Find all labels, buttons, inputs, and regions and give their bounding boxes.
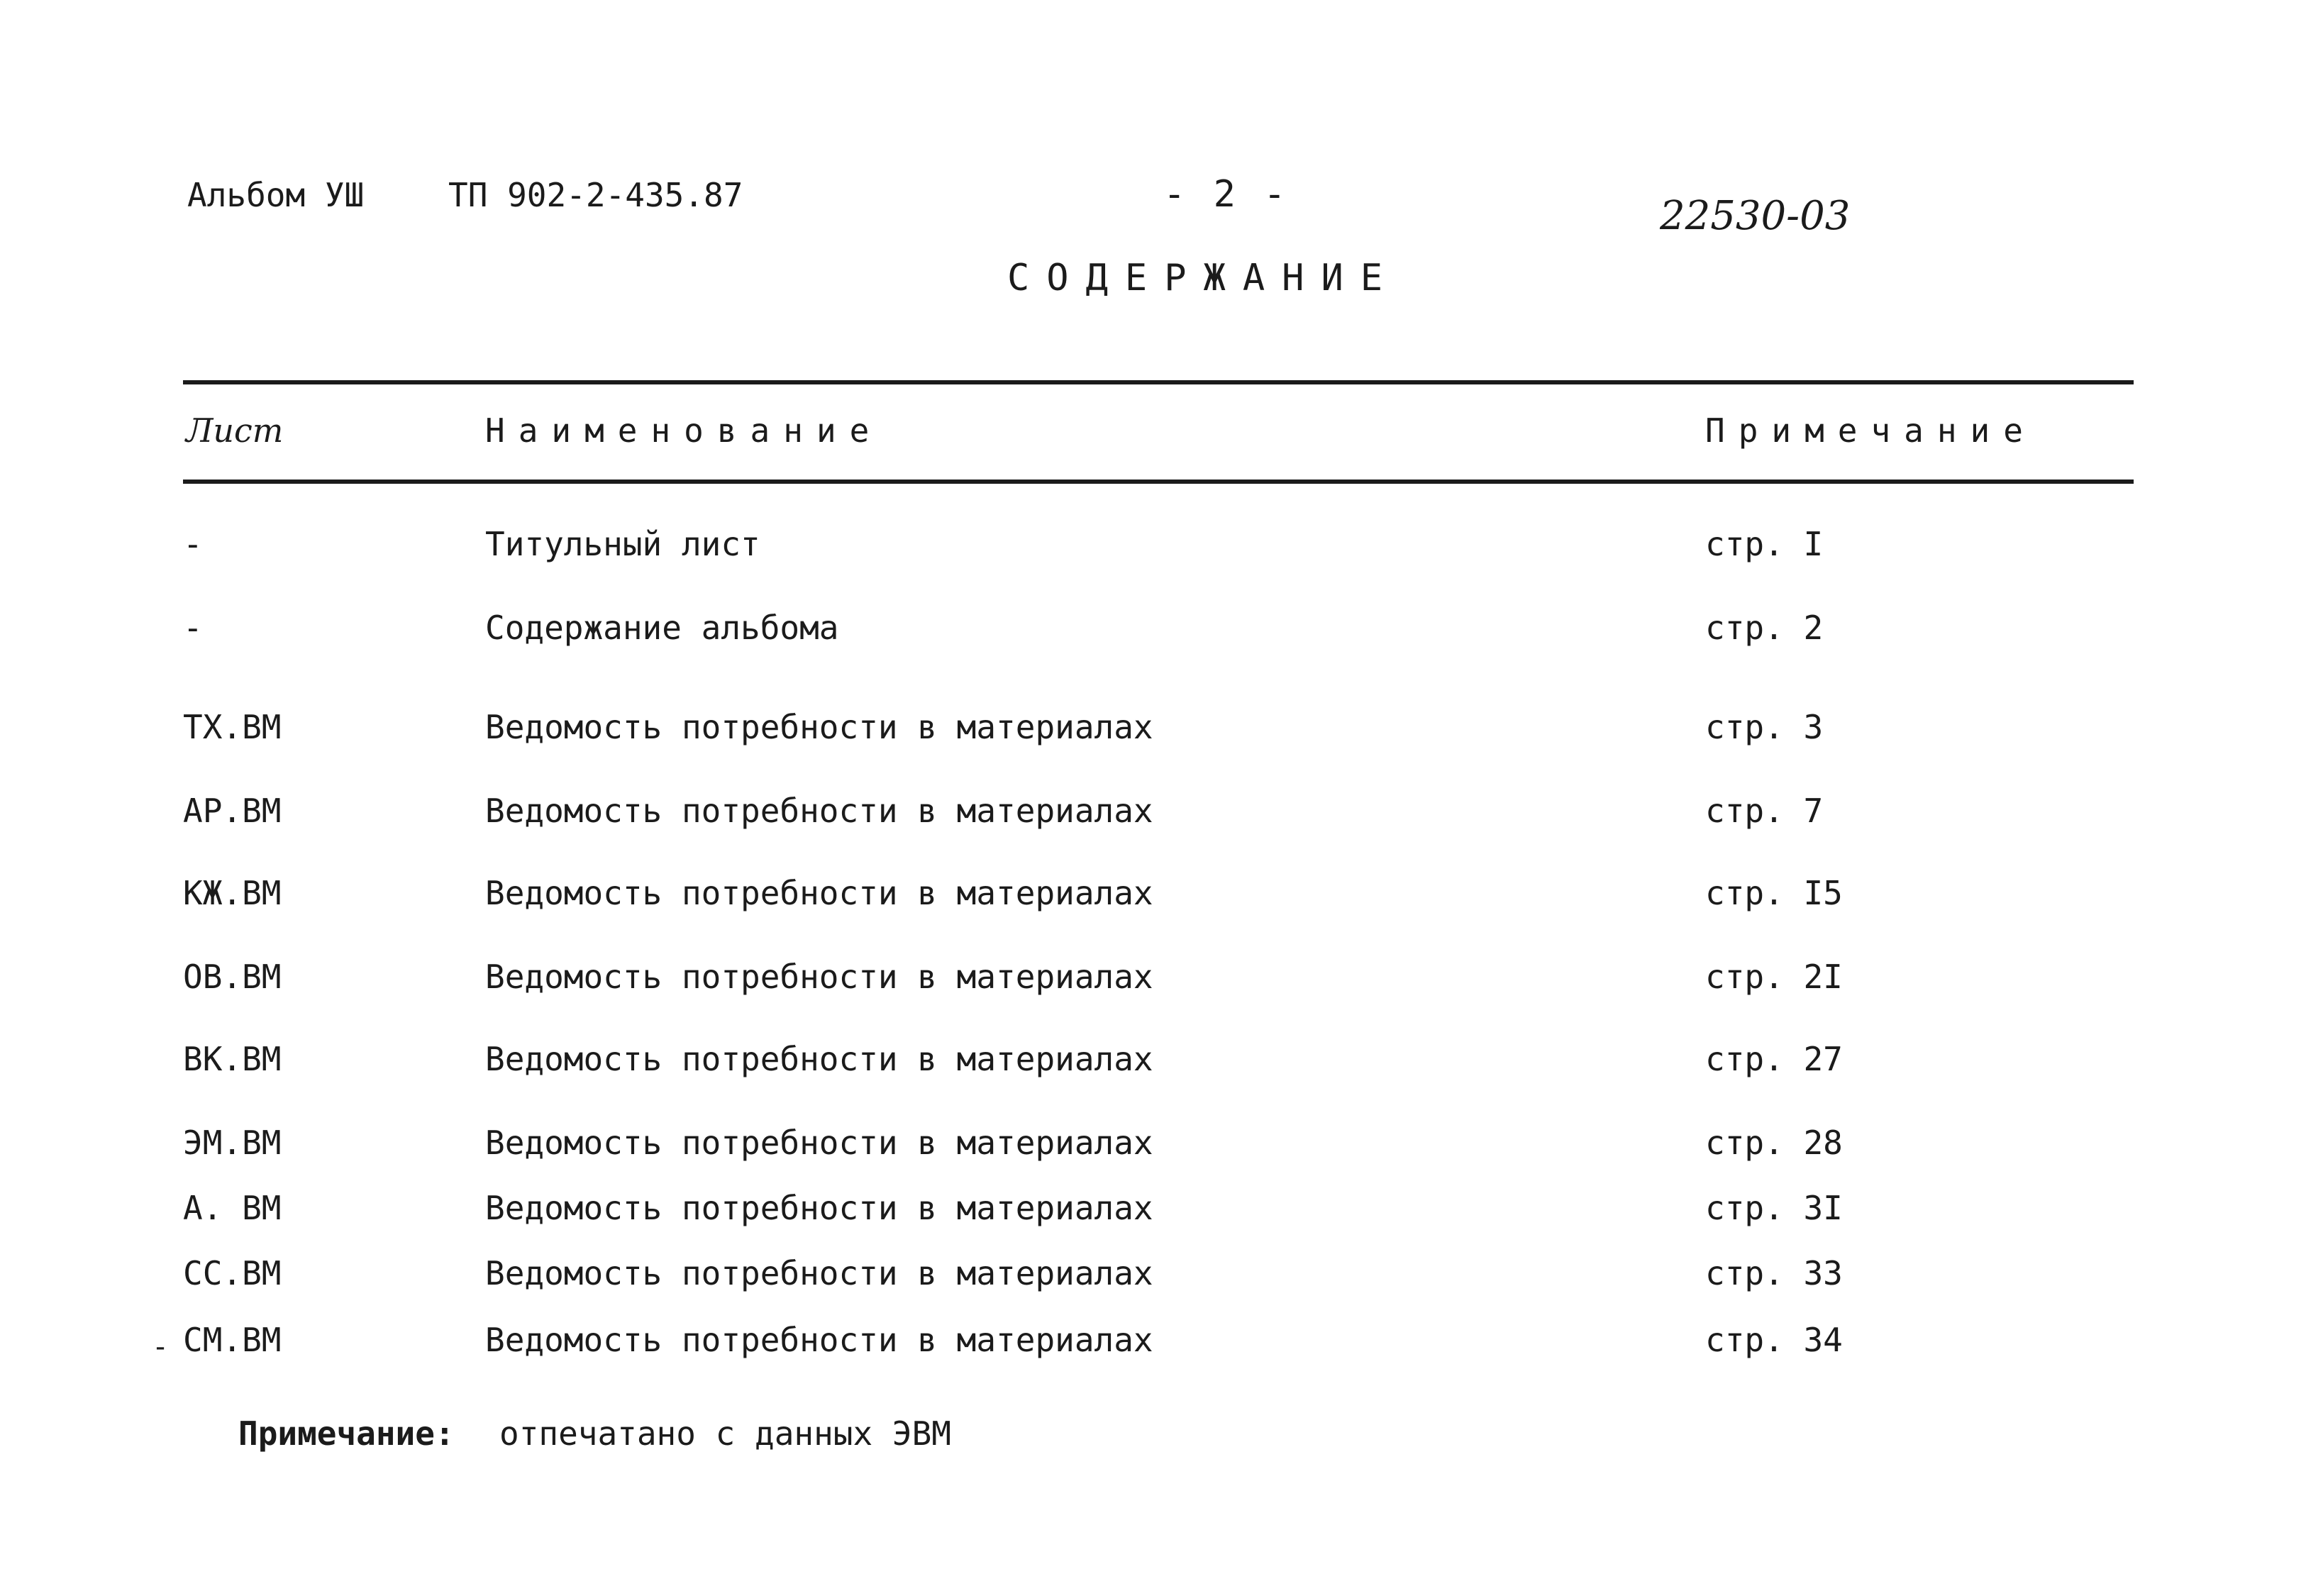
table-row xyxy=(0,792,2306,841)
row-sheet: А. ВМ xyxy=(183,1189,282,1227)
footnote-text: отпечатано с данных ЭВМ xyxy=(499,1414,951,1453)
row-sheet: ОВ.ВМ xyxy=(183,958,282,996)
table-row xyxy=(0,609,2306,658)
row-sheet: СС.ВМ xyxy=(183,1254,282,1292)
row-sheet: СМ.ВМ xyxy=(183,1321,282,1359)
table-header-rule xyxy=(183,480,2134,484)
table-row xyxy=(0,874,2306,924)
page-number: - 2 - xyxy=(1163,173,1289,216)
table-row xyxy=(0,958,2306,1007)
table-row xyxy=(0,1040,2306,1090)
row-name: Ведомость потребности в материалах xyxy=(485,1189,1153,1227)
table-row xyxy=(0,525,2306,575)
page-title: СОДЕРЖАНИЕ xyxy=(1007,257,1400,299)
row-name: Ведомость потребности в материалах xyxy=(485,792,1153,830)
row-name: Ведомость потребности в материалах xyxy=(485,1124,1153,1162)
table-row xyxy=(0,1189,2306,1238)
row-name: Содержание альбома xyxy=(485,609,839,647)
row-note: стр. 2 xyxy=(1705,609,1824,647)
row-note: стр. I xyxy=(1705,525,1824,563)
table-row xyxy=(0,1124,2306,1173)
row-name: Ведомость потребности в материалах xyxy=(485,874,1153,912)
row-note: стр. 34 xyxy=(1705,1321,1843,1359)
row-name: Ведомость потребности в материалах xyxy=(485,1254,1153,1292)
table-row xyxy=(0,708,2306,758)
column-header-note: Примечание xyxy=(1705,411,2036,450)
footnote-label: Примечание: xyxy=(238,1414,455,1453)
table-row xyxy=(0,1254,2306,1304)
row-note: стр. 3 xyxy=(1705,708,1824,746)
margin-mark: - xyxy=(152,1331,170,1363)
project-number: ТП 902-2-435.87 xyxy=(448,176,743,214)
row-sheet: - xyxy=(183,525,203,563)
table-top-rule xyxy=(183,380,2134,384)
row-note: стр. 28 xyxy=(1705,1124,1843,1162)
album-label: Альбом УШ xyxy=(187,176,365,214)
row-sheet: - xyxy=(183,609,203,647)
row-name: Ведомость потребности в материалах xyxy=(485,1040,1153,1078)
row-name: Ведомость потребности в материалах xyxy=(485,708,1153,746)
table-row xyxy=(0,1321,2306,1370)
row-sheet: КЖ.ВМ xyxy=(183,874,282,912)
row-note: стр. 7 xyxy=(1705,792,1824,830)
column-header-sheet: Лист xyxy=(186,411,284,450)
row-sheet: АР.ВМ xyxy=(183,792,282,830)
row-note: стр. 33 xyxy=(1705,1254,1843,1292)
row-note: стр. I5 xyxy=(1705,874,1843,912)
document-code: 22530-03 xyxy=(1660,193,1851,239)
row-sheet: ВК.ВМ xyxy=(183,1040,282,1078)
row-note: стр. 3I xyxy=(1705,1189,1843,1227)
row-sheet: ЭМ.ВМ xyxy=(183,1124,282,1162)
row-note: стр. 2I xyxy=(1705,958,1843,996)
row-sheet: ТХ.ВМ xyxy=(183,708,282,746)
row-name: Ведомость потребности в материалах xyxy=(485,958,1153,996)
row-note: стр. 27 xyxy=(1705,1040,1843,1078)
column-header-name: Наименование xyxy=(485,411,883,450)
row-name: Ведомость потребности в материалах xyxy=(485,1321,1153,1359)
row-name: Титульный лист xyxy=(485,525,760,563)
